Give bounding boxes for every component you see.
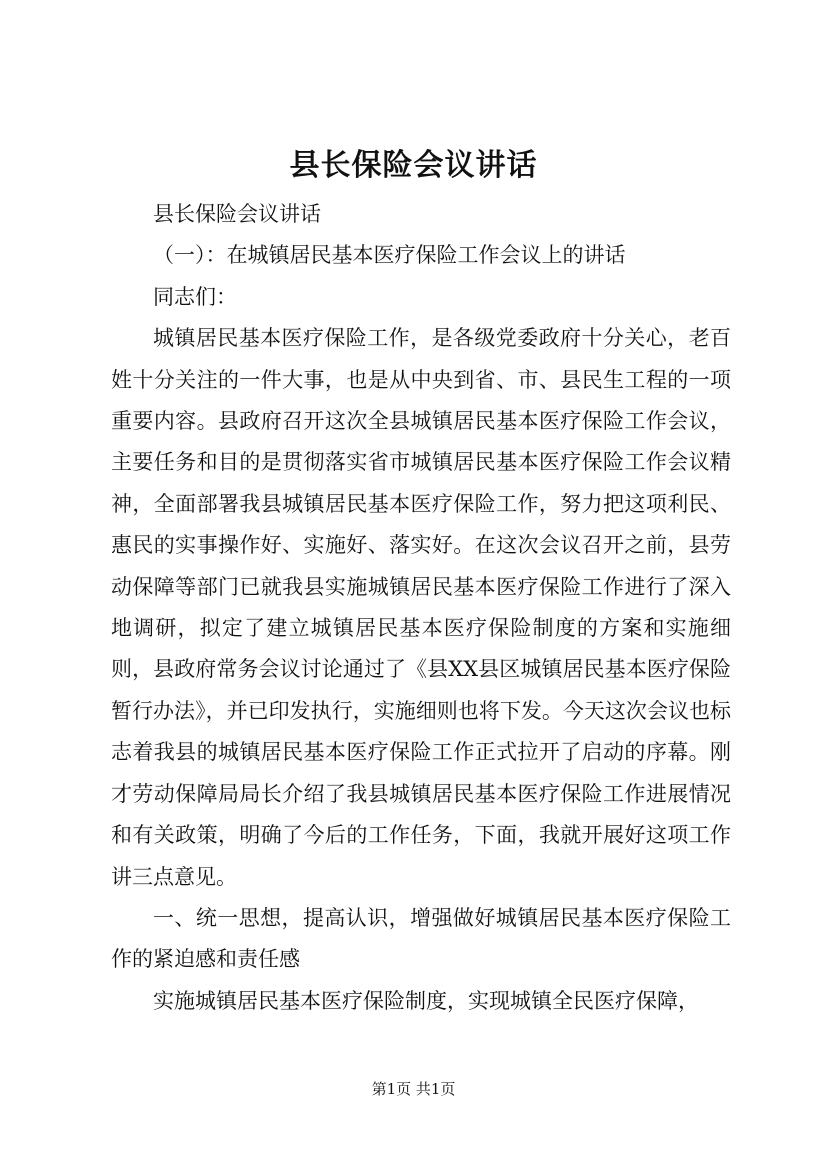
document-title: 县长保险会议讲话 [289, 148, 538, 183]
paragraph-point-one-heading: 一、统一思想，提高认识，增强做好城镇居民基本医疗保险工作的紧迫感和责任感 [111, 905, 731, 972]
paragraph-subtitle: 县长保险会议讲话 [153, 202, 321, 226]
paragraph-point-one-body: 实施城镇居民基本医疗保险制度，实现城镇全民医疗保障， [153, 988, 699, 1013]
paragraph-intro: 城镇居民基本医疗保险工作，是各级党委政府十分关心，老百姓十分关注的一件大事，也是从中央到省、市、县民生工程的一项重要内容。县政府召开这次全县城镇居民基本医疗保险工作会议，主要任务和目的是贯彻落实省市城镇居民基本医疗保险工作会议精神，全面部署我县城镇居民基本医疗保险工作，努力把这项利民、惠民的实事操作好、实施好、落实好。在这次会议召开之前，县劳动保障等部门已就我县实施城镇居民基本医疗保险工作进行了深入地调研，拟定了建立城镇居民基本医疗保险制度的方案和实施细则，县政府常务会议讨论通过了《县XX县区城镇居民基本医疗保险暂行办法》，并已印发执行，实施细则也将下发。今天这次会议也标志着我县的城镇居民基本医疗保险工作正式拉开了启动的序幕。刚才劳动保障局局长介绍了我县城镇居民基本医疗保险工作进展情况和有关政策，明确了今后的工作任务，下面，我就开展好这项工作讲三点意见。 [111, 326, 731, 889]
paragraph-section-heading: （一）：在城镇居民基本医疗保险工作会议上的讲话 [153, 243, 626, 268]
paragraph-salutation: 同志们： [153, 284, 237, 309]
page-footer: 第1页 共1页 [371, 1080, 456, 1098]
document-body [111, 194, 731, 1022]
